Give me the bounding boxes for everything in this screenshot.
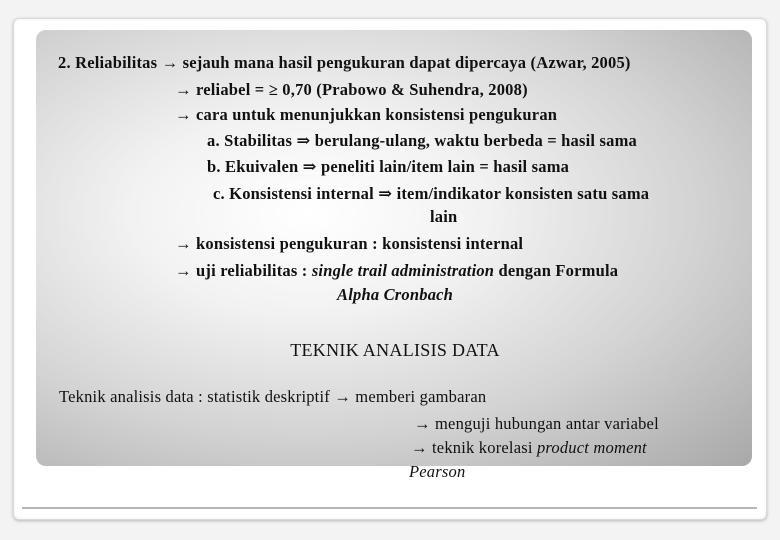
item-ekuivalen: b. Ekuivalen ⇒ peneliti lain/item lain = hasil sama [207, 157, 570, 176]
section-heading: TEKNIK ANALISIS DATA [290, 340, 500, 360]
teknik-pearson: Pearson [409, 462, 466, 481]
teknik-korelasi [411, 438, 647, 458]
reliabilitas-definition: 2. Reliabilitas → sejauh mana hasil pengukuran dapat dipercaya (Azwar, 2005) [58, 53, 631, 72]
slide-divider [22, 507, 757, 509]
item-konsistensi-internal: c. Konsistensi internal ⇒ item/indikator konsisten satu sama [213, 184, 650, 203]
konsistensi-pengukuran: → konsistensi pengukuran : konsistensi internal [175, 234, 524, 253]
alpha-cronbach: Alpha Cronbach [337, 285, 454, 304]
cara-konsistensi: → cara untuk menunjukkan konsistensi pengukuran [175, 105, 558, 124]
teknik-korelasi-method: product moment [536, 438, 647, 457]
uji-reliabilitas-suffix: dengan Formula [494, 261, 619, 280]
teknik-hubungan: → menguji hubungan antar variabel [414, 414, 659, 433]
uji-reliabilitas [175, 261, 618, 281]
uji-reliabilitas-prefix: → uji reliabilitas : [175, 261, 312, 280]
item-konsistensi-internal-cont: lain [430, 207, 458, 226]
item-stabilitas: a. Stabilitas ⇒ berulang-ulang, waktu berbeda = hasil sama [207, 131, 637, 150]
reliabel-threshold: → reliabel = ≥ 0,70 (Prabowo & Suhendra, 2008) [175, 80, 528, 99]
uji-reliabilitas-method: single trail administration [311, 261, 495, 280]
teknik-analisis-line: Teknik analisis data : statistik deskriptif → memberi gambaran [59, 387, 487, 406]
teknik-korelasi-prefix: → teknik korelasi [411, 438, 537, 457]
